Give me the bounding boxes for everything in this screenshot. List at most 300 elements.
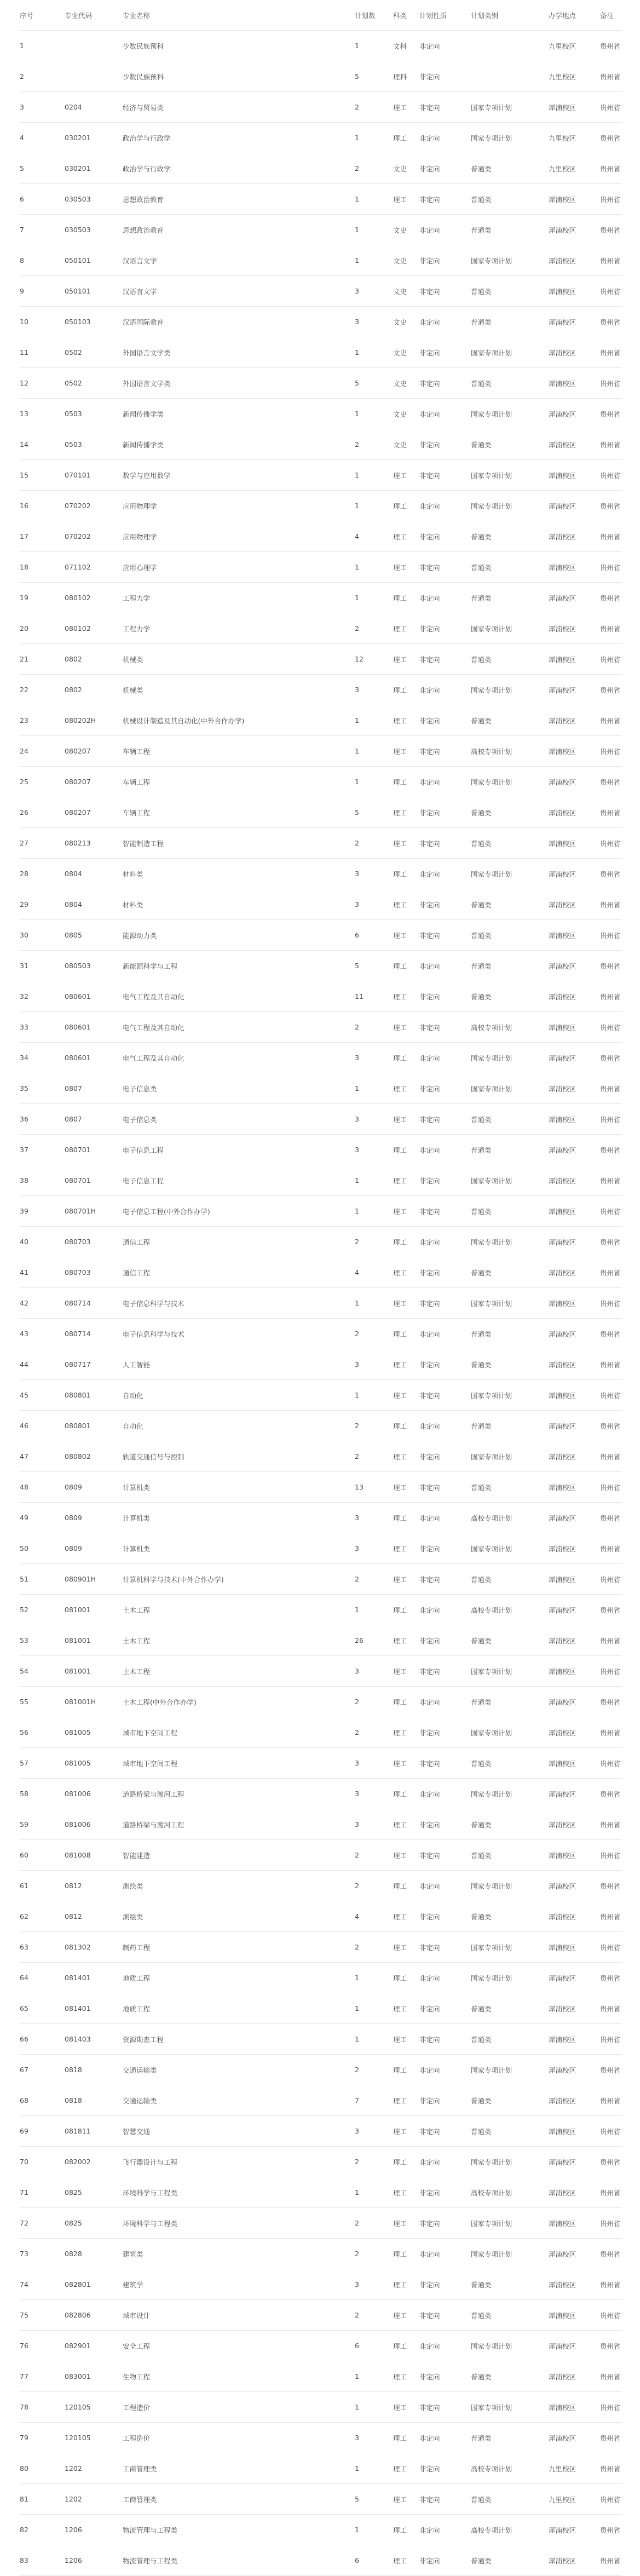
cell-plan-type: 普通类 xyxy=(471,552,549,583)
table-row xyxy=(20,2392,622,2423)
cell-campus: 犀浦校区 xyxy=(549,2055,600,2085)
cell-campus: 犀浦校区 xyxy=(549,1135,600,1165)
cell-major-name: 地质工程 xyxy=(123,1993,355,2024)
cell-plan-nature: 非定向 xyxy=(419,2331,471,2361)
cell-note: 贵州省 xyxy=(600,920,622,951)
cell-major-name: 建筑学 xyxy=(123,2269,355,2300)
cell-plan-type: 普通类 xyxy=(471,2423,549,2453)
cell-major-code: 080601 xyxy=(65,981,123,1012)
cell-plan-count: 13 xyxy=(355,1472,393,1503)
cell-note: 贵州省 xyxy=(600,1472,622,1503)
cell-major-name: 自动化 xyxy=(123,1380,355,1411)
cell-plan-count: 4 xyxy=(355,1257,393,1288)
table-row xyxy=(20,1901,622,1932)
table-row xyxy=(20,1963,622,1993)
table-row xyxy=(20,2024,622,2055)
cell-plan-nature: 非定向 xyxy=(419,1472,471,1503)
cell-note: 贵州省 xyxy=(600,521,622,552)
cell-subject: 理工 xyxy=(393,1809,419,1840)
cell-plan-nature: 非定向 xyxy=(419,1779,471,1809)
cell-plan-nature: 非定向 xyxy=(419,307,471,337)
table-row xyxy=(20,2423,622,2453)
table-row xyxy=(20,1165,622,1196)
cell-plan-count: 3 xyxy=(355,1135,393,1165)
cell-subject: 文史 xyxy=(393,153,419,184)
cell-index: 23 xyxy=(20,705,65,736)
cell-plan-nature: 非定向 xyxy=(419,491,471,521)
cell-plan-type: 高校专项计划 xyxy=(471,2515,549,2545)
cell-index: 15 xyxy=(20,460,65,491)
cell-plan-count: 6 xyxy=(355,920,393,951)
cell-subject: 理工 xyxy=(393,767,419,797)
cell-plan-count: 5 xyxy=(355,2484,393,2515)
cell-subject: 理工 xyxy=(393,1595,419,1625)
cell-campus: 犀浦校区 xyxy=(549,1349,600,1380)
cell-major-code: 080701H xyxy=(65,1196,123,1227)
cell-index: 12 xyxy=(20,368,65,399)
table-row xyxy=(20,828,622,859)
cell-plan-nature: 非定向 xyxy=(419,2453,471,2484)
cell-plan-type: 普通类 xyxy=(471,1196,549,1227)
cell-subject: 理工 xyxy=(393,2208,419,2239)
cell-plan-count: 3 xyxy=(355,307,393,337)
table-row xyxy=(20,951,622,981)
cell-campus: 犀浦校区 xyxy=(549,2392,600,2423)
cell-major-code: 080703 xyxy=(65,1257,123,1288)
cell-note: 贵州省 xyxy=(600,1656,622,1687)
cell-plan-type: 国家专项计划 xyxy=(471,399,549,429)
table-row xyxy=(20,1012,622,1043)
cell-subject: 理工 xyxy=(393,1533,419,1564)
cell-plan-type: 普通类 xyxy=(471,828,549,859)
cell-note: 贵州省 xyxy=(600,1871,622,1901)
cell-plan-count: 3 xyxy=(355,1104,393,1135)
cell-index: 1 xyxy=(20,31,65,61)
cell-subject: 文史 xyxy=(393,429,419,460)
cell-subject: 文科 xyxy=(393,31,419,61)
cell-plan-nature: 非定向 xyxy=(419,981,471,1012)
cell-major-name: 工商管理类 xyxy=(123,2453,355,2484)
cell-subject: 理工 xyxy=(393,1748,419,1779)
cell-plan-count: 1 xyxy=(355,215,393,245)
cell-major-code: 081001H xyxy=(65,1687,123,1717)
cell-plan-count: 1 xyxy=(355,767,393,797)
cell-campus: 犀浦校区 xyxy=(549,1871,600,1901)
cell-major-code: 080207 xyxy=(65,797,123,828)
cell-plan-count: 1 xyxy=(355,2024,393,2055)
cell-major-name: 电子信息类 xyxy=(123,1073,355,1104)
cell-major-name: 土木工程 xyxy=(123,1656,355,1687)
cell-campus: 九里校区 xyxy=(549,153,600,184)
cell-plan-count: 1 xyxy=(355,245,393,276)
cell-campus: 犀浦校区 xyxy=(549,1104,600,1135)
table-row xyxy=(20,31,622,61)
cell-plan-nature: 非定向 xyxy=(419,767,471,797)
cell-major-code: 080703 xyxy=(65,1227,123,1257)
cell-major-code: 030503 xyxy=(65,215,123,245)
cell-plan-count: 3 xyxy=(355,889,393,920)
cell-plan-nature: 非定向 xyxy=(419,951,471,981)
cell-subject: 理工 xyxy=(393,1319,419,1349)
table-row xyxy=(20,399,622,429)
cell-major-code: 0807 xyxy=(65,1104,123,1135)
cell-index: 67 xyxy=(20,2055,65,2085)
cell-note: 贵州省 xyxy=(600,1380,622,1411)
cell-subject: 理工 xyxy=(393,2331,419,2361)
table-row xyxy=(20,2453,622,2484)
cell-plan-nature: 非定向 xyxy=(419,399,471,429)
cell-major-name: 飞行器设计与工程 xyxy=(123,2147,355,2177)
cell-major-code: 0807 xyxy=(65,1073,123,1104)
cell-plan-type: 普通类 xyxy=(471,2361,549,2392)
cell-plan-count: 3 xyxy=(355,1349,393,1380)
cell-major-name: 外国语言文学类 xyxy=(123,337,355,368)
table-row xyxy=(20,1073,622,1104)
cell-index: 75 xyxy=(20,2300,65,2331)
cell-plan-count: 1 xyxy=(355,460,393,491)
cell-plan-nature: 非定向 xyxy=(419,1227,471,1257)
cell-campus: 犀浦校区 xyxy=(549,2300,600,2331)
cell-plan-nature: 非定向 xyxy=(419,2208,471,2239)
cell-index: 48 xyxy=(20,1472,65,1503)
cell-campus: 犀浦校区 xyxy=(549,644,600,675)
cell-note: 贵州省 xyxy=(600,1809,622,1840)
cell-major-code: 0804 xyxy=(65,859,123,889)
cell-major-code: 0804 xyxy=(65,889,123,920)
table-row xyxy=(20,2269,622,2300)
cell-plan-nature: 非定向 xyxy=(419,1288,471,1319)
cell-major-code: 030201 xyxy=(65,123,123,153)
cell-major-code: 081401 xyxy=(65,1993,123,2024)
cell-plan-nature: 非定向 xyxy=(419,1165,471,1196)
cell-campus: 犀浦校区 xyxy=(549,675,600,705)
cell-major-code: 0802 xyxy=(65,644,123,675)
cell-index: 83 xyxy=(20,2545,65,2576)
cell-plan-type: 普通类 xyxy=(471,1349,549,1380)
cell-subject: 理工 xyxy=(393,583,419,613)
cell-major-name: 外国语言文学类 xyxy=(123,368,355,399)
cell-index: 7 xyxy=(20,215,65,245)
cell-index: 79 xyxy=(20,2423,65,2453)
cell-subject: 理工 xyxy=(393,797,419,828)
cell-subject: 理工 xyxy=(393,2085,419,2116)
cell-index: 30 xyxy=(20,920,65,951)
cell-index: 73 xyxy=(20,2239,65,2269)
table-row xyxy=(20,2361,622,2392)
cell-subject: 理工 xyxy=(393,1901,419,1932)
cell-plan-nature: 非定向 xyxy=(419,1656,471,1687)
cell-plan-nature: 非定向 xyxy=(419,1012,471,1043)
cell-major-code: 083001 xyxy=(65,2361,123,2392)
cell-plan-type: 普通类 xyxy=(471,429,549,460)
cell-subject: 理工 xyxy=(393,1257,419,1288)
cell-major-name: 轨道交通信号与控制 xyxy=(123,1441,355,1472)
cell-plan-type: 普通类 xyxy=(471,583,549,613)
cell-major-name: 汉语国际教育 xyxy=(123,307,355,337)
table-row xyxy=(20,1595,622,1625)
cell-major-name: 城市设计 xyxy=(123,2300,355,2331)
table-row xyxy=(20,1196,622,1227)
cell-plan-type: 国家专项计划 xyxy=(471,1165,549,1196)
cell-note: 贵州省 xyxy=(600,123,622,153)
cell-plan-type xyxy=(471,31,549,61)
cell-subject: 理工 xyxy=(393,1288,419,1319)
cell-subject: 理工 xyxy=(393,1503,419,1533)
cell-plan-nature: 非定向 xyxy=(419,613,471,644)
cell-plan-nature: 非定向 xyxy=(419,583,471,613)
cell-subject: 理工 xyxy=(393,1472,419,1503)
cell-major-code: 080901H xyxy=(65,1564,123,1595)
table-row xyxy=(20,675,622,705)
cell-major-code: 081006 xyxy=(65,1809,123,1840)
cell-major-code: 070202 xyxy=(65,491,123,521)
cell-index: 57 xyxy=(20,1748,65,1779)
cell-subject: 理工 xyxy=(393,1840,419,1871)
header-index: 序号 xyxy=(20,0,65,31)
cell-index: 68 xyxy=(20,2085,65,2116)
cell-plan-nature: 非定向 xyxy=(419,1932,471,1963)
cell-subject: 理工 xyxy=(393,981,419,1012)
cell-major-code: 050101 xyxy=(65,245,123,276)
table-row xyxy=(20,1288,622,1319)
cell-plan-type: 普通类 xyxy=(471,951,549,981)
cell-plan-nature: 非定向 xyxy=(419,1687,471,1717)
cell-plan-nature: 非定向 xyxy=(419,1380,471,1411)
cell-plan-nature: 非定向 xyxy=(419,2055,471,2085)
cell-note: 贵州省 xyxy=(600,583,622,613)
cell-plan-type: 国家专项计划 xyxy=(471,767,549,797)
table-row xyxy=(20,61,622,92)
cell-campus: 犀浦校区 xyxy=(549,889,600,920)
cell-major-code: 080701 xyxy=(65,1135,123,1165)
cell-note: 贵州省 xyxy=(600,1533,622,1564)
cell-plan-nature: 非定向 xyxy=(419,2239,471,2269)
cell-note: 贵州省 xyxy=(600,2392,622,2423)
cell-major-name: 城市地下空间工程 xyxy=(123,1748,355,1779)
cell-plan-nature: 非定向 xyxy=(419,644,471,675)
cell-index: 44 xyxy=(20,1349,65,1380)
cell-plan-nature: 非定向 xyxy=(419,859,471,889)
cell-major-code: 1202 xyxy=(65,2453,123,2484)
cell-note: 贵州省 xyxy=(600,245,622,276)
cell-campus: 犀浦校区 xyxy=(549,184,600,215)
table-row xyxy=(20,1043,622,1073)
cell-major-code: 0805 xyxy=(65,920,123,951)
cell-campus: 犀浦校区 xyxy=(549,1165,600,1196)
cell-campus: 犀浦校区 xyxy=(549,1779,600,1809)
table-row xyxy=(20,2515,622,2545)
cell-plan-count: 1 xyxy=(355,337,393,368)
cell-plan-type: 普通类 xyxy=(471,1840,549,1871)
cell-plan-type: 国家专项计划 xyxy=(471,1380,549,1411)
cell-major-code: 081008 xyxy=(65,1840,123,1871)
cell-plan-type: 高校专项计划 xyxy=(471,1012,549,1043)
cell-index: 77 xyxy=(20,2361,65,2392)
cell-major-code: 081005 xyxy=(65,1748,123,1779)
cell-plan-type: 国家专项计划 xyxy=(471,1871,549,1901)
cell-major-name: 车辆工程 xyxy=(123,797,355,828)
cell-index: 51 xyxy=(20,1564,65,1595)
cell-index: 40 xyxy=(20,1227,65,1257)
cell-plan-count: 26 xyxy=(355,1625,393,1656)
cell-major-code: 080102 xyxy=(65,583,123,613)
table-row xyxy=(20,613,622,644)
cell-major-code: 081006 xyxy=(65,1779,123,1809)
cell-major-name: 工商管理类 xyxy=(123,2484,355,2515)
cell-major-code: 0818 xyxy=(65,2055,123,2085)
cell-plan-nature: 非定向 xyxy=(419,797,471,828)
cell-major-name: 计算机类 xyxy=(123,1533,355,1564)
table-row xyxy=(20,920,622,951)
cell-major-name: 计算机类 xyxy=(123,1472,355,1503)
cell-note: 贵州省 xyxy=(600,2024,622,2055)
cell-plan-nature: 非定向 xyxy=(419,1901,471,1932)
cell-campus: 犀浦校区 xyxy=(549,491,600,521)
cell-major-code: 1206 xyxy=(65,2545,123,2576)
cell-plan-nature: 非定向 xyxy=(419,184,471,215)
cell-note: 贵州省 xyxy=(600,675,622,705)
cell-campus: 犀浦校区 xyxy=(549,1043,600,1073)
cell-campus: 九里校区 xyxy=(549,123,600,153)
cell-subject: 理工 xyxy=(393,1227,419,1257)
cell-campus: 犀浦校区 xyxy=(549,1809,600,1840)
cell-major-code: 071102 xyxy=(65,552,123,583)
cell-plan-count: 2 xyxy=(355,1012,393,1043)
cell-major-name: 应用物理学 xyxy=(123,491,355,521)
cell-index: 53 xyxy=(20,1625,65,1656)
cell-subject: 理工 xyxy=(393,1871,419,1901)
cell-subject: 理工 xyxy=(393,1411,419,1441)
cell-note: 贵州省 xyxy=(600,1503,622,1533)
table-row xyxy=(20,2116,622,2147)
table-row xyxy=(20,307,622,337)
cell-index: 25 xyxy=(20,767,65,797)
table-row xyxy=(20,1932,622,1963)
table-row xyxy=(20,491,622,521)
cell-plan-count: 1 xyxy=(355,1073,393,1104)
cell-note: 贵州省 xyxy=(600,92,622,123)
cell-index: 26 xyxy=(20,797,65,828)
cell-plan-nature: 非定向 xyxy=(419,1319,471,1349)
table-row xyxy=(20,2239,622,2269)
cell-campus: 犀浦校区 xyxy=(549,2024,600,2055)
cell-subject: 理工 xyxy=(393,1380,419,1411)
cell-major-code: 120105 xyxy=(65,2423,123,2453)
cell-index: 24 xyxy=(20,736,65,767)
cell-campus: 九里校区 xyxy=(549,31,600,61)
cell-subject: 理工 xyxy=(393,1073,419,1104)
cell-index: 22 xyxy=(20,675,65,705)
cell-plan-nature: 非定向 xyxy=(419,368,471,399)
cell-major-name: 通信工程 xyxy=(123,1257,355,1288)
table-row xyxy=(20,859,622,889)
cell-note: 贵州省 xyxy=(600,215,622,245)
cell-note: 贵州省 xyxy=(600,399,622,429)
cell-major-name: 物流管理与工程类 xyxy=(123,2545,355,2576)
cell-plan-type: 普通类 xyxy=(471,1319,549,1349)
cell-major-name: 数学与应用数学 xyxy=(123,460,355,491)
cell-plan-nature: 非定向 xyxy=(419,889,471,920)
cell-major-name: 环境科学与工程类 xyxy=(123,2177,355,2208)
cell-campus: 犀浦校区 xyxy=(549,1625,600,1656)
cell-campus: 犀浦校区 xyxy=(549,2147,600,2177)
cell-plan-nature: 非定向 xyxy=(419,920,471,951)
table-row xyxy=(20,2085,622,2116)
header-row xyxy=(20,0,622,31)
table-row xyxy=(20,2331,622,2361)
cell-major-code: 070202 xyxy=(65,521,123,552)
cell-index: 8 xyxy=(20,245,65,276)
cell-note: 贵州省 xyxy=(600,31,622,61)
table-row xyxy=(20,2484,622,2515)
table-row xyxy=(20,1503,622,1533)
cell-note: 贵州省 xyxy=(600,1073,622,1104)
cell-subject: 理工 xyxy=(393,2116,419,2147)
cell-major-code: 080801 xyxy=(65,1411,123,1441)
cell-index: 81 xyxy=(20,2484,65,2515)
cell-plan-count: 2 xyxy=(355,153,393,184)
cell-index: 54 xyxy=(20,1656,65,1687)
cell-note: 贵州省 xyxy=(600,828,622,859)
cell-plan-type: 普通类 xyxy=(471,307,549,337)
cell-subject: 理工 xyxy=(393,1656,419,1687)
cell-index: 19 xyxy=(20,583,65,613)
cell-plan-nature: 非定向 xyxy=(419,705,471,736)
cell-major-code: 081302 xyxy=(65,1932,123,1963)
cell-plan-type: 普通类 xyxy=(471,2269,549,2300)
cell-plan-count: 2 xyxy=(355,828,393,859)
cell-subject: 理工 xyxy=(393,2024,419,2055)
cell-subject: 理工 xyxy=(393,1349,419,1380)
cell-campus: 犀浦校区 xyxy=(549,613,600,644)
cell-plan-count: 1 xyxy=(355,1963,393,1993)
cell-subject: 理工 xyxy=(393,1012,419,1043)
cell-major-code: 082801 xyxy=(65,2269,123,2300)
cell-plan-count: 3 xyxy=(355,859,393,889)
cell-campus: 犀浦校区 xyxy=(549,1656,600,1687)
cell-plan-type: 国家专项计划 xyxy=(471,123,549,153)
cell-note: 贵州省 xyxy=(600,2361,622,2392)
cell-plan-type: 高校专项计划 xyxy=(471,2453,549,2484)
cell-major-name: 经济与贸易类 xyxy=(123,92,355,123)
cell-subject: 理工 xyxy=(393,736,419,767)
cell-major-code: 0818 xyxy=(65,2085,123,2116)
cell-major-name: 新闻传播学类 xyxy=(123,429,355,460)
cell-major-name: 工程力学 xyxy=(123,583,355,613)
cell-note: 贵州省 xyxy=(600,1564,622,1595)
cell-major-code: 0802 xyxy=(65,675,123,705)
cell-major-code: 0812 xyxy=(65,1871,123,1901)
cell-major-code: 080714 xyxy=(65,1288,123,1319)
cell-campus: 犀浦校区 xyxy=(549,859,600,889)
cell-plan-type: 高校专项计划 xyxy=(471,1595,549,1625)
cell-index: 9 xyxy=(20,276,65,307)
cell-plan-count: 3 xyxy=(355,2423,393,2453)
cell-subject: 理工 xyxy=(393,2300,419,2331)
cell-campus: 犀浦校区 xyxy=(549,2116,600,2147)
cell-major-code: 080601 xyxy=(65,1012,123,1043)
cell-campus: 犀浦校区 xyxy=(549,337,600,368)
cell-major-name: 电气工程及其自动化 xyxy=(123,1043,355,1073)
table-row xyxy=(20,2055,622,2085)
cell-subject: 理工 xyxy=(393,2177,419,2208)
cell-plan-nature: 非定向 xyxy=(419,828,471,859)
cell-note: 贵州省 xyxy=(600,2269,622,2300)
cell-index: 27 xyxy=(20,828,65,859)
cell-subject: 理工 xyxy=(393,2361,419,2392)
cell-plan-type: 普通类 xyxy=(471,1748,549,1779)
cell-campus: 九里校区 xyxy=(549,61,600,92)
